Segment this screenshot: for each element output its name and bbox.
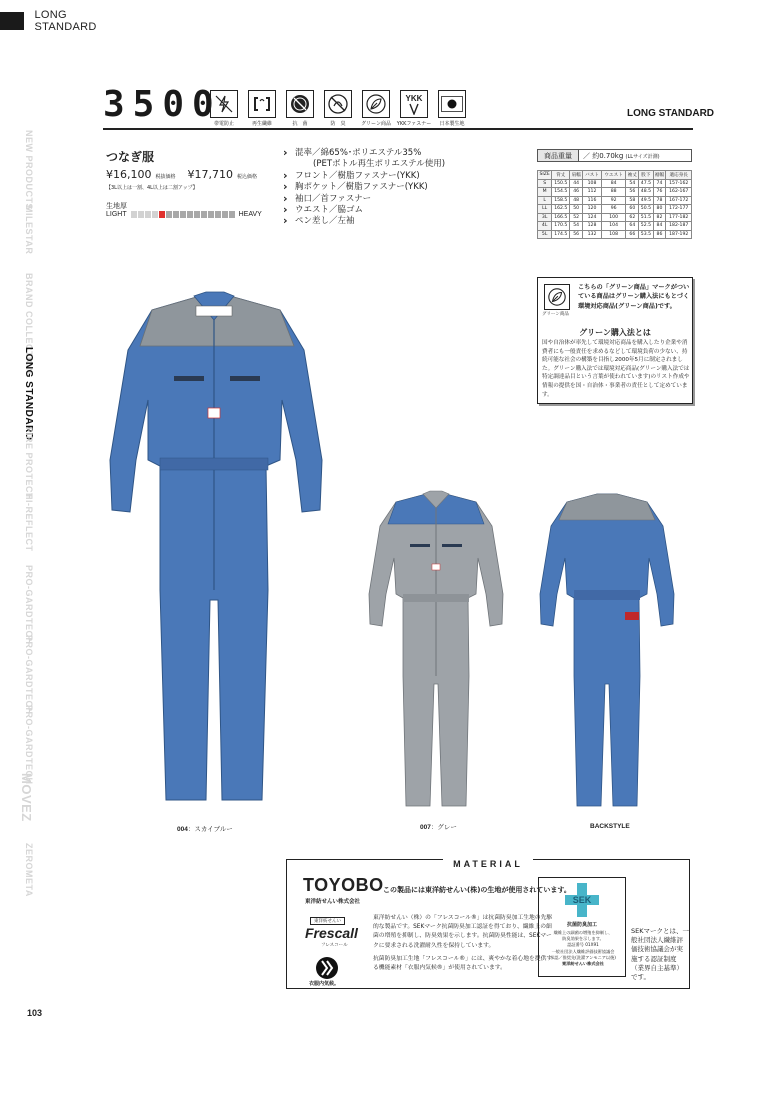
size-header-cell: 袖丈 xyxy=(626,171,639,180)
size-cell: 74 xyxy=(653,179,666,188)
made-in-japan-icon xyxy=(438,90,466,118)
thickness-step xyxy=(201,211,207,218)
garment-caption-007 xyxy=(420,822,457,831)
side-nav-item[interactable]: NEW PRODUCTS xyxy=(24,130,34,210)
sek-details xyxy=(543,930,623,967)
size-cell: 88 xyxy=(601,188,626,197)
icon-caption: 防 臭 xyxy=(330,121,346,127)
size-header-cell: 肩幅 xyxy=(570,171,583,180)
price-row xyxy=(106,168,257,181)
spec-item: › ペン差し／左袖 xyxy=(283,216,445,227)
size-cell: 116 xyxy=(583,196,602,205)
size-header-cell: SIZE xyxy=(539,172,550,178)
size-cell: 128 xyxy=(583,222,602,231)
price-in-tax-note: 税込価格 xyxy=(237,174,258,180)
size-row xyxy=(538,222,692,231)
size-cell: 162.5 xyxy=(552,205,570,214)
size-cell: 84 xyxy=(653,222,666,231)
size-cell: 66 xyxy=(626,230,639,239)
material-paragraph: 抗菌防臭加工生地「フレスコール®」には、爽やかな着心地を提供する機能素材「衣服内気候®」が使用されています。 xyxy=(373,956,553,972)
price-in-tax: ¥17,710 xyxy=(187,168,234,181)
side-nav-item[interactable]: PRO-GARDTECH xyxy=(24,565,34,645)
coverall-skyblue-front xyxy=(104,290,328,810)
weight-value: ／ 約0.70kg xyxy=(583,151,624,160)
size-cell: 5L xyxy=(538,230,552,239)
deodorant-icon xyxy=(324,90,352,118)
size-cell: 108 xyxy=(583,179,602,188)
antibacterial-icon xyxy=(286,90,314,118)
sek-line: 承認／推奨先(洗濯アンモニア以後) xyxy=(550,954,616,960)
thickness-bar xyxy=(131,211,235,218)
sek-line: 東洋紡せんい株式会社 xyxy=(562,961,604,967)
size-cell: 182-187 xyxy=(666,222,692,231)
section-header xyxy=(0,9,120,33)
size-row xyxy=(538,179,692,188)
size-cell: 124 xyxy=(583,213,602,222)
thickness-step xyxy=(194,211,200,218)
size-cell: 80 xyxy=(653,205,666,214)
garment-caption-004 xyxy=(177,824,233,833)
size-cell: 162-167 xyxy=(666,188,692,197)
size-cell: 76 xyxy=(653,188,666,197)
size-cell: 167-172 xyxy=(666,196,692,205)
size-table-header xyxy=(538,171,692,180)
size-header-cell: バスト xyxy=(583,171,602,180)
size-cell: 177-182 xyxy=(666,213,692,222)
green-intro: こちらの「グリーン商品」マークがついている商品はグリーン購入法にもとづく環境対応商品(グリーン商品)です。 xyxy=(578,284,690,310)
thickness-step xyxy=(152,211,158,218)
thickness-light-label: LIGHT xyxy=(106,211,127,218)
size-cell: 84 xyxy=(601,179,626,188)
size-cell: 64 xyxy=(626,222,639,231)
size-cell: 53.5 xyxy=(640,231,652,237)
thickness-step xyxy=(159,211,165,218)
size-row xyxy=(538,213,692,222)
ifuku-kikou-icon xyxy=(315,956,339,980)
size-header-cell: ウエスト xyxy=(601,171,626,180)
price-ex-tax-note: 税抜価格 xyxy=(155,174,176,180)
size-cell: 100 xyxy=(601,213,626,222)
price-footnote: 【3L以上は一割、4L以上は二割アップ】 xyxy=(106,185,198,191)
size-cell: M xyxy=(538,188,552,197)
size-cell: 4L xyxy=(538,222,552,231)
thickness-step xyxy=(215,211,221,218)
size-cell: 54 xyxy=(626,179,639,188)
size-cell: 60 xyxy=(626,205,639,214)
size-cell: 86 xyxy=(653,230,666,239)
recycled-feature xyxy=(246,90,278,127)
size-cell: 92 xyxy=(601,196,626,205)
size-cell: 78 xyxy=(653,196,666,205)
green-body: 国や自治体が率先して環境対応商品を購入したり企業や消費者にも一般責任を求めるなどして環境負荷の少ない、持続可能な社会の構築を目指し2000年5月に制定されました。グリーン購入法では環境対応商品(グリーン購入法では特定調達品目という言葉が使われています)のリスト作成や情報の提供を国・自治体・事業者の責任として定めています。 xyxy=(542,340,690,398)
antistatic-icon xyxy=(210,90,238,118)
size-cell: 52.5 xyxy=(640,223,652,229)
size-cell: 132 xyxy=(583,230,602,239)
sek-line: 認証番号 01X91 xyxy=(567,942,599,948)
thickness-label: 生地厚 xyxy=(106,202,127,210)
green-purchase-box xyxy=(537,277,693,404)
coverall-backstyle xyxy=(537,490,677,812)
color-name: ：スカイブルー xyxy=(187,825,233,833)
thickness-scale xyxy=(106,211,262,218)
size-row xyxy=(538,230,692,239)
size-cell: 104 xyxy=(601,222,626,231)
deodorant-feature xyxy=(322,90,354,127)
size-cell: 52 xyxy=(570,213,583,222)
weight-label: 商品重量 xyxy=(538,150,579,161)
divider xyxy=(103,128,693,130)
sek-line: 防臭効果を示します。 xyxy=(562,936,604,942)
side-nav-item-active[interactable]: LONG STANDARD xyxy=(23,347,34,441)
size-cell: 157-162 xyxy=(666,179,692,188)
page-number: 103 xyxy=(27,1008,43,1018)
size-cell: S xyxy=(538,179,552,188)
icon-caption: 帯電防止 xyxy=(213,121,234,127)
material-title: MATERIAL xyxy=(443,859,533,869)
size-cell: 44 xyxy=(570,179,583,188)
size-cell: 112 xyxy=(583,188,602,197)
material-section xyxy=(286,859,690,989)
size-cell: 48.5 xyxy=(640,189,652,195)
size-cell: 120 xyxy=(583,205,602,214)
icon-caption: 抗 菌 xyxy=(292,121,308,127)
size-cell: 3L xyxy=(538,213,552,222)
size-header-cell: 裾幅 xyxy=(653,171,666,180)
size-cell: 46 xyxy=(570,188,583,197)
icon-caption: 再生繊維 xyxy=(251,121,272,127)
spec-list xyxy=(283,148,445,228)
header-block xyxy=(0,12,24,30)
thickness-step xyxy=(208,211,214,218)
side-nav-item[interactable]: PRO-GARDTECH xyxy=(24,635,34,715)
size-row xyxy=(538,188,692,197)
size-cell: 49.5 xyxy=(640,197,652,203)
spec-item: › ウエスト／脇ゴム xyxy=(283,205,445,216)
green-icon-caption: グリーン商品 xyxy=(542,312,569,317)
ykk-feature xyxy=(398,90,430,127)
ifuku-caption: 衣服内気候。 xyxy=(309,981,340,987)
size-cell: 96 xyxy=(601,205,626,214)
product-weight xyxy=(537,149,692,162)
material-title-wrap xyxy=(287,852,689,871)
frescall-subtitle: フレスコール xyxy=(321,943,348,948)
spec-item: (PETボトル再生ポリエステル使用) xyxy=(313,159,446,170)
size-cell: 172-177 xyxy=(666,205,692,214)
frescall-logo: Frescall xyxy=(305,925,358,941)
size-cell: 82 xyxy=(653,213,666,222)
size-table-body xyxy=(538,179,692,239)
thickness-step xyxy=(229,211,235,218)
size-header-cell: 股下 xyxy=(639,171,653,180)
size-table xyxy=(537,170,692,239)
sek-line: 繊維上の細菌の増殖を抑制し、 xyxy=(553,930,613,935)
size-row xyxy=(538,196,692,205)
size-cell: 58 xyxy=(626,196,639,205)
size-header-cell: 適応身長 xyxy=(666,171,692,180)
icon-caption: 日本製生地 xyxy=(439,121,465,127)
side-nav-item[interactable]: ZEROMETA xyxy=(24,843,34,897)
thickness-heavy-label: HEAVY xyxy=(238,211,262,218)
size-cell: 48 xyxy=(570,196,583,205)
thickness-step xyxy=(138,211,144,218)
side-nav-item[interactable]: HI-REFLECT xyxy=(24,493,34,552)
sek-title: 抗菌防臭加工 xyxy=(566,922,597,928)
spec-item: › 胸ポケット／樹脂ファスナー(YKK) xyxy=(283,182,445,193)
spec-item: › 混率／綿65%･ポリエステル35% xyxy=(283,148,445,159)
size-cell: 50 xyxy=(570,205,583,214)
green-product-icon xyxy=(362,90,390,118)
size-cell: 56 xyxy=(626,188,639,197)
side-nav-item[interactable]: MILESTAR xyxy=(24,205,34,255)
material-lead: この製品には東洋紡せんい(株)の生地が使用されています。 xyxy=(383,886,571,894)
size-cell: 150.5 xyxy=(552,179,570,188)
side-nav-item[interactable]: MOVEZ xyxy=(19,773,34,822)
size-cell: 187-192 xyxy=(666,230,692,239)
section-title: LONG STANDARD xyxy=(34,9,97,33)
size-cell: LL xyxy=(538,205,552,214)
weight-note: (LLサイズ計測) xyxy=(625,153,660,160)
antibacterial-feature xyxy=(284,90,316,127)
weight-value-wrap xyxy=(579,151,660,161)
size-cell: 166.5 xyxy=(552,213,570,222)
green-heading: グリーン購入法とは xyxy=(579,328,651,337)
sek-certificate xyxy=(538,877,626,977)
series-label: LONG STANDARD xyxy=(627,108,715,119)
coverall-grey-front xyxy=(366,490,506,812)
thickness-step xyxy=(187,211,193,218)
side-nav-item[interactable]: FIRE PROTECT xyxy=(24,427,34,500)
product-number: 3500 xyxy=(103,84,222,125)
size-cell: 108 xyxy=(601,230,626,239)
size-cell: 51.5 xyxy=(640,214,652,220)
icon-caption: YKKファスナー xyxy=(396,121,432,127)
size-cell: 170.5 xyxy=(552,222,570,231)
sek-line: 一般社団法人繊維評価技術協議会 xyxy=(551,948,615,954)
size-cell: 62 xyxy=(626,213,639,222)
side-nav-item[interactable]: BRAND COLLECTION xyxy=(24,273,34,375)
green-feature xyxy=(360,90,392,127)
size-cell: 47.5 xyxy=(640,180,652,186)
thickness-step xyxy=(173,211,179,218)
spec-item: › フロント／樹脂ファスナー(YKK) xyxy=(283,171,445,182)
thickness-step xyxy=(180,211,186,218)
thickness-step xyxy=(131,211,137,218)
garment-caption-backstyle xyxy=(590,822,630,830)
view-label: BACKSTYLE xyxy=(590,823,630,830)
size-cell: 174.5 xyxy=(552,230,570,239)
color-code: 004 xyxy=(177,826,188,833)
antistatic-feature xyxy=(208,90,240,127)
size-cell: 154.5 xyxy=(552,188,570,197)
toyobo-subtitle: 東洋紡せんい株式会社 xyxy=(305,899,361,905)
size-cell: 56 xyxy=(570,230,583,239)
thickness-step xyxy=(222,211,228,218)
thickness-step xyxy=(166,211,172,218)
price-ex-tax: ¥16,100 xyxy=(106,168,152,181)
sek-note: SEKマークとは、一般社団法人繊維評価技術協議会が実施する認証制度（業界自主基準）です。 xyxy=(631,927,689,982)
thickness-step xyxy=(145,211,151,218)
size-cell: 158.5 xyxy=(552,196,570,205)
toyobo-logo: TOYOBO xyxy=(303,875,384,895)
color-code: 007 xyxy=(420,824,431,831)
japan-feature xyxy=(436,90,468,127)
side-nav-item[interactable]: PRO-GARDTECH xyxy=(24,705,34,785)
ykk-icon xyxy=(400,90,428,118)
recycled-fiber-icon xyxy=(248,90,276,118)
sek-logo-text: SEK xyxy=(572,895,592,905)
green-product-icon xyxy=(544,284,570,310)
product-name: つなぎ服 xyxy=(106,150,155,164)
frescall-badge: 東洋紡せんい xyxy=(310,917,345,925)
size-cell: 54 xyxy=(570,222,583,231)
spec-item: › 袖口／首ファスナー xyxy=(283,194,445,205)
size-row xyxy=(538,205,692,214)
material-paragraph: 東洋紡せんい（株）の「フレスコール®」は抗菌防臭加工生地の先駆的な製品です。SEKマーク抗菌防臭加工認証を得ており、繊維上の細菌の増殖を抑制し、防臭効果を示します。抗菌防臭性能は、SEKマークに要求される洗濯耐久性を保持しています。 xyxy=(373,915,553,949)
feature-icons xyxy=(208,90,468,127)
size-header-cell: 背丈 xyxy=(552,171,570,180)
ykk-text: YKK xyxy=(405,93,423,103)
size-cell: 50.5 xyxy=(640,206,652,212)
icon-caption: グリーン商品 xyxy=(361,121,391,127)
color-name: ：グレー xyxy=(430,823,457,831)
size-cell: L xyxy=(538,196,552,205)
